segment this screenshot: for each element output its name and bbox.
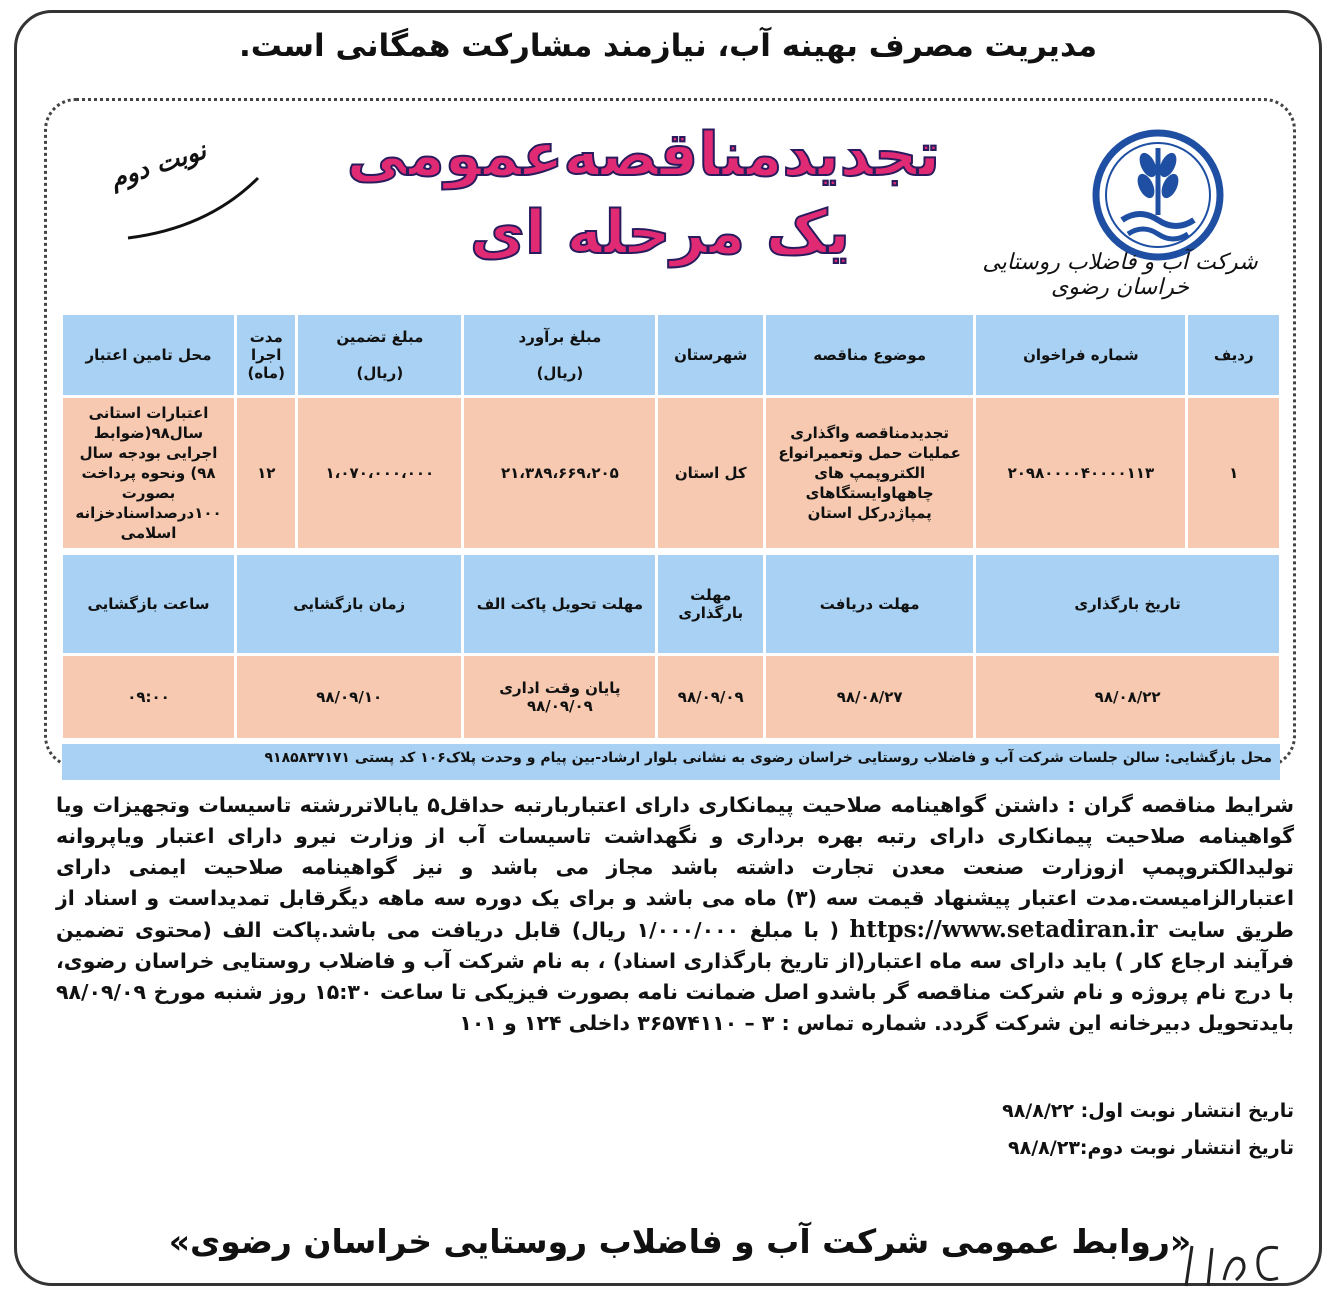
- cell-city: کل استان: [658, 398, 763, 548]
- header-duration-label-2: اجرا: [251, 346, 282, 364]
- cell-subject: تجدیدمناقصه واگذاری عملیات حمل وتعمیرانواع الکتروپمپ های چاههاوایستگاهای پمپاژدرکل استان: [766, 398, 973, 548]
- company-name: شرکت آب و فاضلاب روستایی خراسان رضوی: [982, 250, 1258, 300]
- header-receive-deadline: مهلت دریافت: [766, 555, 973, 653]
- schedule-table: [60, 552, 1282, 741]
- header-guarantee-label: مبلغ تضمین: [336, 328, 424, 346]
- header-upload-deadline: [658, 555, 763, 653]
- header-duration: [237, 315, 295, 395]
- table-header-row: [63, 315, 1279, 395]
- header-opening-time: ساعت بازگشایی: [63, 555, 234, 653]
- cell-opening-time: ۰۹:۰۰: [63, 656, 234, 738]
- header-upload-deadline-2: بارگذاری: [678, 604, 744, 622]
- cell-upload-date: ۹۸/۰۸/۲۲: [976, 656, 1279, 738]
- header-city: شهرستان: [658, 315, 763, 395]
- title-line-1: تجدیدمناقصه‌عمومی: [346, 120, 940, 190]
- schedule-header-row: [63, 555, 1279, 653]
- header-duration-unit: (ماه): [247, 364, 285, 382]
- cell-estimate: ۲۱،۳۸۹،۶۶۹،۲۰۵: [464, 398, 655, 548]
- headline: مدیریت مصرف بهینه آب، نیازمند مشارکت همگانی است.: [238, 28, 1098, 64]
- title-line-2: یک مرحله ای: [470, 198, 850, 268]
- table-row: [63, 398, 1279, 548]
- opening-location: محل بازگشایی: سالن جلسات شرکت آب و فاضلاب روستایی خراسان رضوی به نشانی بلوار ارشاد-بین پیام و وحدت پلاک۱۰۶ کد پستی ۹۱۸۵۸۳۷۱۷۱: [62, 744, 1280, 780]
- round-underline-stroke: [118, 168, 268, 248]
- cell-funding: اعتبارات استانی سال۹۸(ضوابط اجرایی بودجه سال ۹۸) ونحوه پرداخت بصورت ۱۰۰درصداسنادخزانه اسلامی: [63, 398, 234, 548]
- header-opening-date: زمان بازگشایی: [237, 555, 461, 653]
- cell-upload-deadline: ۹۸/۰۹/۰۹: [658, 656, 763, 738]
- website-link[interactable]: https://www.setadiran.ir: [849, 916, 1158, 943]
- header-estimate-label: مبلغ برآورد: [518, 328, 602, 346]
- cell-duration: ۱۲: [237, 398, 295, 548]
- header-packet-deadline: مهلت تحویل پاکت الف: [464, 555, 655, 653]
- terms-part-1: شرایط مناقصه گران : داشتن گواهینامه صلاحیت پیمانکاری دارای اعتباربارتبه حداقل۵ یابالاتررشته تاسیسات وتجهیزات ویا گواهینامه صلاحیت پیمانکاری دارای رتبه بهره برداری و نگهداشت تاسیسات آب از وزارت نیرو دارای اعتبار ویاپروانه تولیدالکتروپمپ ازوزارت صنعت معدن تجارت داشته باشد مجاز می باشد و نیز گواهینامه صلاحیت ایمنی دارای اعتبارالزامیست.مدت اعتبار پیشنهاد قیمت سه (۳) ماه می باشد و برای یک دوره سه ماهه دیگرقابل تمدیداست و اسناد از طریق سایت: [56, 793, 1294, 942]
- cell-tender-number: ۲۰۹۸۰۰۰۰۴۰۰۰۰۱۱۳: [976, 398, 1185, 548]
- cell-packet-deadline: [464, 656, 655, 738]
- cell-opening-date: ۹۸/۰۹/۱۰: [237, 656, 461, 738]
- tender-table: [60, 312, 1282, 551]
- publish-date-first: تاریخ انتشار نوبت اول: ۹۸/۸/۲۲: [1002, 1100, 1294, 1122]
- company-logo-icon: [1072, 120, 1244, 270]
- cell-guarantee: ۱،۰۷۰،۰۰۰،۰۰۰: [298, 398, 461, 548]
- header-estimate-unit: (ریال): [536, 364, 584, 382]
- header-estimate: [464, 315, 655, 395]
- header-upload-date: تاریخ بارگذاری: [976, 555, 1279, 653]
- tender-terms: [56, 790, 1294, 1039]
- cell-packet-deadline-2: ۹۸/۰۹/۰۹: [526, 697, 593, 715]
- cell-row-number: ۱: [1188, 398, 1279, 548]
- terms-part-2: ( با مبلغ ۱/۰۰۰/۰۰۰ ریال) قابل دریافت می باشد.پاکت الف (محتوی تضمین فرآیند ارجاع کار ) باید دارای سه ماه اعتبار(از تاریخ بارگذاری اسناد) ، به نام شرکت آب و فاضلاب روستایی خراسان رضوی، با درج نام پروژه و نام شرکت مناقصه گر باشدو اصل ضمانت نامه بصورت فیزیکی تا ساعت ۱۵:۳۰ روز شنبه مورخ ۹۸/۰۹/۰۹ بایدتحویل دبیرخانه این شرکت گردد. شماره تماس : ۳ – ۳۶۵۷۴۱۱۰ داخلی ۱۲۴ و ۱۰۱: [56, 918, 1295, 1035]
- header-tender-number: شماره فراخوان: [976, 315, 1185, 395]
- cell-receive-deadline: ۹۸/۰۸/۲۷: [766, 656, 973, 738]
- footer-public-relations: «روابط عمومی شرکت آب و فاضلاب روستایی خراسان رضوی»: [168, 1222, 1192, 1261]
- header-duration-label-1: مدت: [249, 328, 283, 346]
- header-subject: موضوع مناقصه: [766, 315, 973, 395]
- header-funding: محل تامین اعتبار: [63, 315, 234, 395]
- header-guarantee-unit: (ریال): [356, 364, 404, 382]
- header-guarantee: [298, 315, 461, 395]
- handwritten-page-number-icon: [1178, 1236, 1288, 1292]
- publish-date-second: تاریخ انتشار نوبت دوم:۹۸/۸/۲۳: [1008, 1137, 1294, 1159]
- header-upload-deadline-1: مهلت: [690, 586, 732, 604]
- header-row-number: ردیف: [1188, 315, 1279, 395]
- round-label: نوبت دوم: [106, 135, 210, 194]
- cell-packet-deadline-1: پایان وقت اداری: [499, 679, 621, 697]
- table-row: [63, 656, 1279, 738]
